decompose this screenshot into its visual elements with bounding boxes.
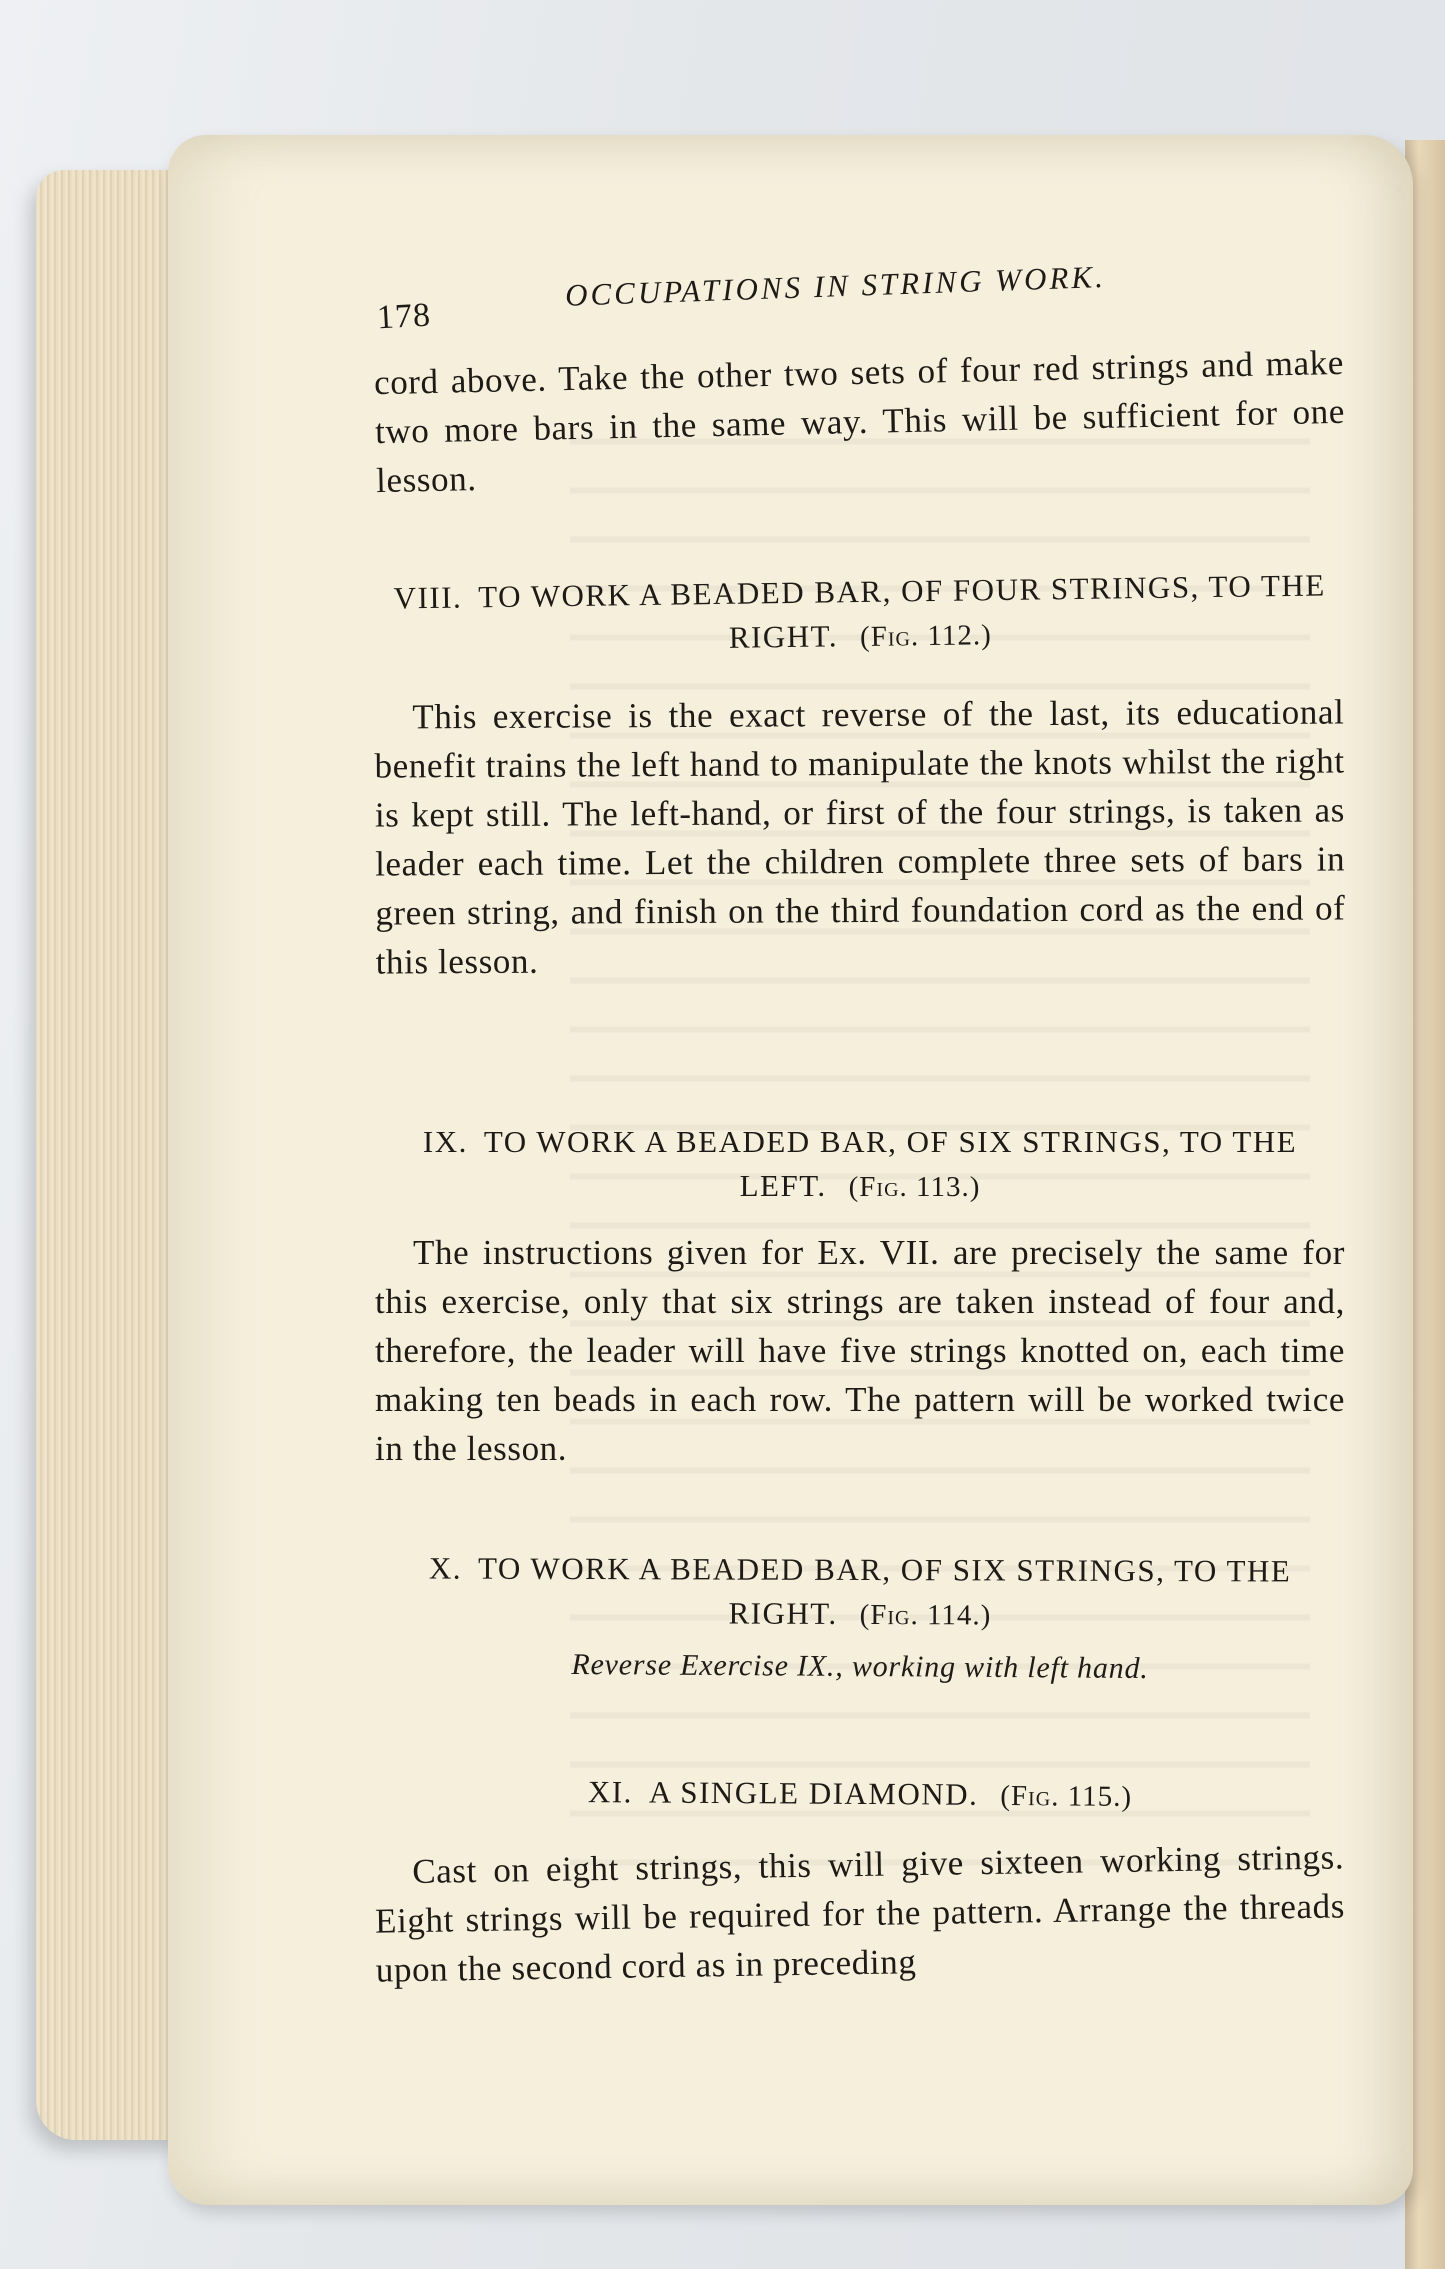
section-heading-xi	[375, 1769, 1345, 1821]
section-paragraph-ix: The instructions given for Ex. VII. are precisely the same for this exercise, only that six strings are taken instead of four and, therefore, the leader will have five strings knotted on, each time making ten beads in each row. The pattern will be worked twice in the lesson.	[375, 1233, 1345, 1468]
section-numeral: IX.	[422, 1124, 468, 1159]
section-title: TO WORK A BEADED BAR, OF SIX STRINGS, TO THE RIGHT.	[477, 1550, 1292, 1631]
section-paragraph-xi: Cast on eight strings, this will give sixteen working strings. Eight strings will be required for the pattern. Arrange the threads upon the second cord as in preceding	[374, 1837, 1346, 1990]
section-note-x: Reverse Exercise IX., working with left hand.	[571, 1647, 1149, 1686]
figure-reference: (Fig. 114.)	[859, 1598, 992, 1632]
running-head: OCCUPATIONS IN STRING WORK.	[564, 258, 1107, 313]
figure-reference: (Fig. 113.)	[848, 1171, 981, 1203]
section-heading-viii	[374, 563, 1345, 666]
figure-reference: (Fig. 115.)	[1000, 1779, 1133, 1813]
figure-reference: (Fig. 112.)	[859, 619, 992, 654]
section-title: TO WORK A BEADED BAR, OF FOUR STRINGS, TO THE RIGHT.	[478, 567, 1326, 655]
section-numeral: XI.	[587, 1774, 634, 1810]
page-number: 178	[376, 296, 432, 337]
section-title: A SINGLE DIAMOND.	[648, 1774, 979, 1812]
section-heading-ix	[375, 1120, 1345, 1209]
section-title: TO WORK A BEADED BAR, OF SIX STRINGS, TO THE LEFT.	[483, 1124, 1298, 1203]
section-paragraph-viii: This exercise is the exact reverse of the last, its educational benefit trains the left hand to manipulate the knots whilst the right is kept still. The left-hand, or first of the four strings, is taken as leader each time. Let the children complete three sets of bars in green string, and finish on the third foundation cord as the end of this lesson.	[374, 692, 1346, 982]
section-heading-x	[375, 1546, 1345, 1638]
section-numeral: X.	[428, 1550, 463, 1586]
page-content	[205, 0, 1346, 2269]
book-page-edges	[36, 170, 186, 2140]
section-numeral: VIII.	[393, 579, 463, 616]
intro-paragraph: cord above. Take the other two sets of four red strings and make two more bars in the same way. This will be sufficient for one lesson.	[373, 342, 1346, 501]
